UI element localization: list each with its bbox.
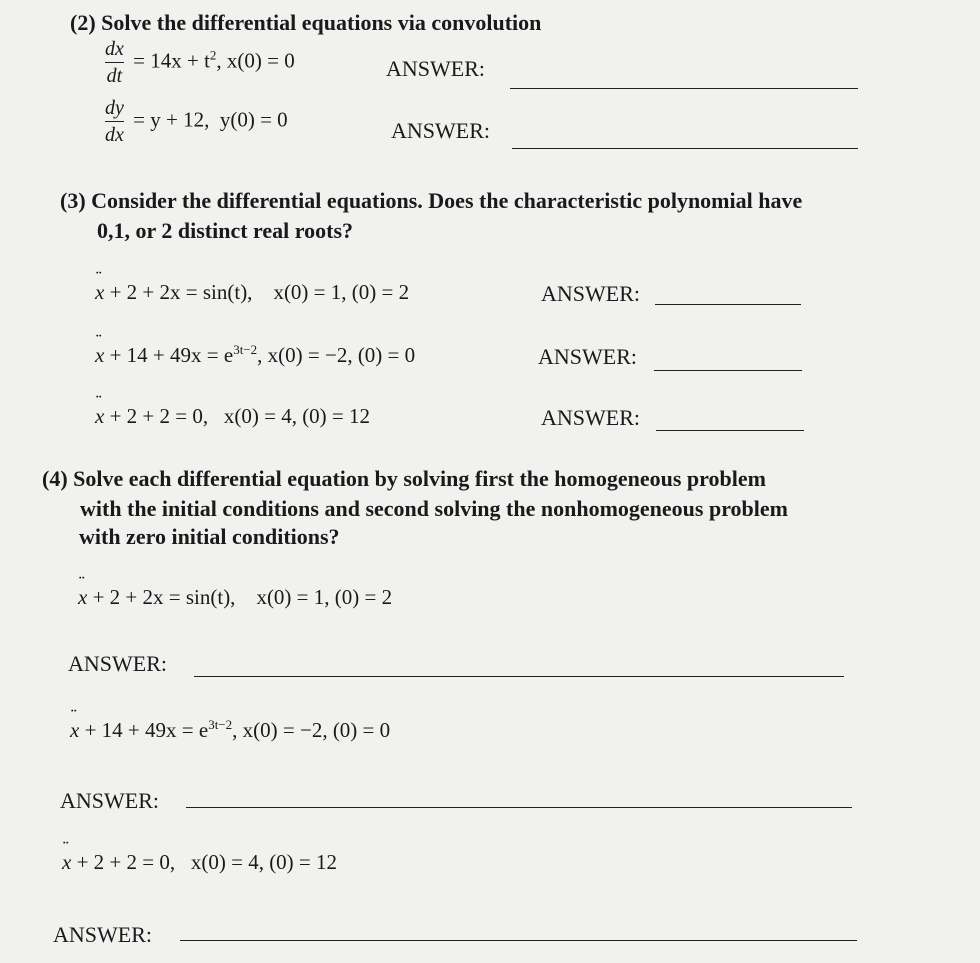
section-3-answer-label-2: ANSWER: <box>538 344 637 369</box>
section-2-heading: (2) Solve the differential equations via convolution <box>70 10 542 35</box>
section-4-equation-3: x ·· + 2 + 2 = 0, x(0) = 4, (0) = 12 <box>62 850 337 875</box>
section-4-equation-2: x ·· + $14 + 49x = e^{3t-2}$, x(0) = −2, (0) = 0 <box>70 717 390 743</box>
section-3-equation-1: x ·· + 2 + 2x = sin(t), x(0) = 1, (0) = 2 <box>95 280 409 305</box>
section-3-answer-line-1[interactable] <box>655 304 801 305</box>
section-2-equation-2: $\frac{dy}{dx}$ = y + 12, y(0) = 0 <box>105 97 288 146</box>
section-3-answer-label-1: ANSWER: <box>541 281 640 306</box>
section-4-heading-line-3: with zero initial conditions? <box>79 524 340 549</box>
section-3-heading-line-1: (3) Consider the differential equations. Does the characteristic polynomial have <box>60 188 803 213</box>
section-4-equation-1: x ·· + 2 + 2x = sin(t), x(0) = 1, (0) = 2 <box>78 585 392 610</box>
section-2-equation-1: $\frac{dx}{dt}$ = $14x + t^2$, x(0) = 0 <box>105 38 295 87</box>
fraction-dy-dx: $\frac{dy}{dx}$ <box>105 97 124 146</box>
section-4-answer-line-2[interactable] <box>186 807 852 808</box>
section-2-answer-line-2[interactable] <box>512 148 858 149</box>
section-4-heading-line-2: with the initial conditions and second solving the nonhomogeneous problem <box>80 496 788 521</box>
section-4-answer-label-3: ANSWER: <box>53 922 152 947</box>
section-4-answer-label-2: ANSWER: <box>60 788 159 813</box>
section-3-equation-2: x ·· + $14 + 49x = e^{3t-2}$, x(0) = −2, (0) = 0 <box>95 342 415 368</box>
section-2-answer-label-1: ANSWER: <box>386 56 485 81</box>
section-2-answer-label-2: ANSWER: <box>391 118 490 143</box>
fraction-dx-dt: $\frac{dx}{dt}$ <box>105 38 124 87</box>
section-4-answer-line-1[interactable] <box>194 676 844 677</box>
section-3-answer-line-2[interactable] <box>654 370 802 371</box>
section-3-heading-line-2: 0,1, or 2 distinct real roots? <box>97 218 354 243</box>
section-3-answer-label-3: ANSWER: <box>541 405 640 430</box>
section-4-answer-line-3[interactable] <box>180 940 857 941</box>
section-4-answer-label-1: ANSWER: <box>68 651 167 676</box>
section-4-heading-line-1: (4) Solve each differential equation by solving first the homogeneous problem <box>42 466 766 491</box>
section-3-answer-line-3[interactable] <box>656 430 804 431</box>
section-2-answer-line-1[interactable] <box>510 88 858 89</box>
section-3-equation-3: x ·· + 2 + 2 = 0, x(0) = 4, (0) = 12 <box>95 404 370 429</box>
